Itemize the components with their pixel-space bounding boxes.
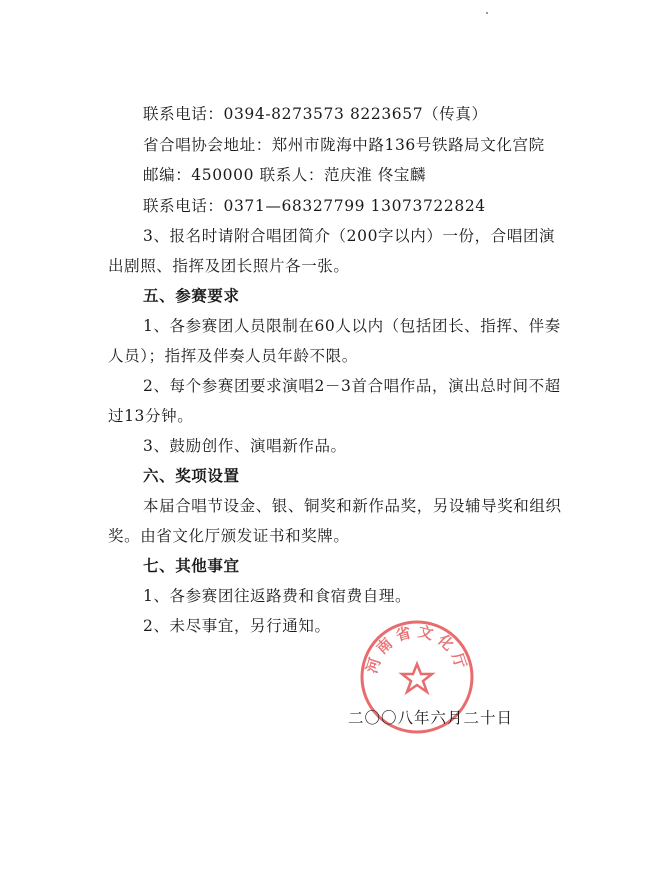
awards-line-2: 奖。由省文化厅颁发证书和奖牌。	[108, 527, 350, 545]
section-heading-7: 七、其他事宜	[143, 556, 240, 575]
other-matter-1-line: 1、各参赛团往返路费和食宿费自理。	[143, 587, 412, 605]
svg-text:河南省文化厅: 河南省文化厅	[362, 622, 472, 676]
postcode-contact-line: 邮编：450000 联系人：范庆淮 佟宝麟	[143, 166, 427, 184]
registration-requirement-line-2: 出剧照、指挥及团长照片各一张。	[108, 257, 350, 275]
section-heading-5: 五、参赛要求	[143, 286, 240, 305]
seal-star-icon	[402, 664, 432, 692]
requirement-1-line-1: 1、各参赛团人员限制在60人以内（包括团长、指挥、伴奏	[143, 317, 561, 335]
requirement-2-line-2: 过13分钟。	[108, 407, 194, 425]
registration-requirement-line-1: 3、报名时请附合唱团简介（200字以内）一份，合唱团演	[143, 227, 556, 245]
scan-speck	[486, 12, 488, 14]
other-matter-2-line: 2、未尽事宜，另行通知。	[143, 617, 331, 635]
association-address-line: 省合唱协会地址：郑州市陇海中路136号铁路局文化宫院	[143, 136, 545, 154]
requirement-2-line-1: 2、每个参赛团要求演唱2－3首合唱作品，演出总时间不超	[143, 377, 561, 395]
document-date: 二〇〇八年六月二十日	[348, 709, 514, 727]
requirement-1-line-2: 人员）；指挥及伴奏人员年龄不限。	[108, 347, 358, 365]
contact-phone-line-2: 联系电话：0371—68327799 13073722824	[143, 197, 486, 215]
requirement-3-line: 3、鼓励创作、演唱新作品。	[143, 437, 347, 455]
awards-line-1: 本届合唱节设金、银、铜奖和新作品奖，另设辅导奖和组织	[143, 497, 562, 515]
section-heading-6: 六、奖项设置	[143, 466, 240, 485]
contact-phone-line-1: 联系电话：0394-8273573 8223657（传真）	[143, 105, 488, 123]
